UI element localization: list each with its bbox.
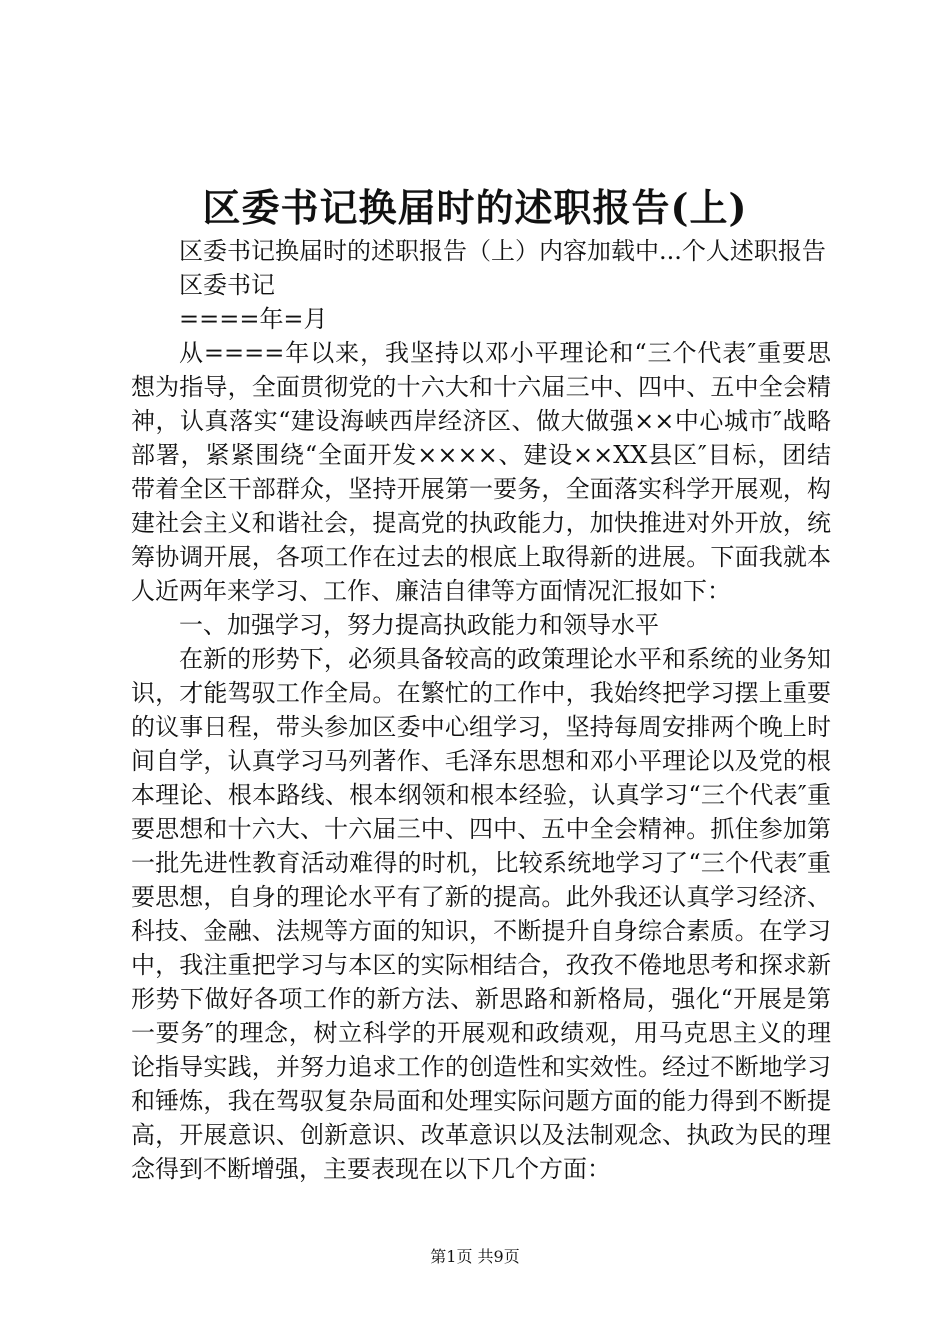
- document-title: 区委书记换届时的述职报告(上): [202, 185, 748, 230]
- intro-paragraph: 区委书记换届时的述职报告（上）内容加载中...个人述职报告: [179, 237, 826, 265]
- author-line: 区委书记: [179, 271, 275, 299]
- page-number: 第1页 共9页: [430, 1247, 520, 1266]
- document-body: [131, 234, 831, 1186]
- section-heading: 一、加强学习，努力提高执政能力和领导水平: [179, 611, 659, 639]
- body-paragraph: 从====年以来，我坚持以邓小平理论和“三个代表″重要思想为指导，全面贯彻党的十六大和十六届三中、四中、五中全会精神，认真落实“建设海峡西岸经济区、做大做强××中心城市″战略部署，紧紧围绕“全面开发××××、建设××XX县区″目标，团结带着全区干部群众，坚持开展第一要务，全面落实科学开展观，构建社会主义和谐社会，提高党的执政能力，加快推进对外开放，统筹协调开展，各项工作在过去的根底上取得新的进展。下面我就本人近两年来学习、工作、廉洁自律等方面情况汇报如下：: [131, 339, 831, 605]
- body-paragraph: 在新的形势下，必须具备较高的政策理论水平和系统的业务知识，才能驾驭工作全局。在繁忙的工作中，我始终把学习摆上重要的议事日程，带头参加区委中心组学习，坚持每周安排两个晚上时间自学，认真学习马列著作、毛泽东思想和邓小平理论以及党的根本理论、根本路线、根本纲领和根本经验，认真学习“三个代表″重要思想和十六大、十六届三中、四中、五中全会精神。抓住参加第一批先进性教育活动难得的时机，比较系统地学习了“三个代表″重要思想，自身的理论水平有了新的提高。此外我还认真学习经济、科技、金融、法规等方面的知识，不断提升自身综合素质。在学习中，我注重把学习与本区的实际相结合，孜孜不倦地思考和探求新形势下做好各项工作的新方法、新思路和新格局，强化“开展是第一要务″的理念，树立科学的开展观和政绩观，用马克思主义的理论指导实践，并努力追求工作的创造性和实效性。经过不断地学习和锤炼，我在驾驭复杂局面和处理实际问题方面的能力得到不断提高，开展意识、创新意识、改革意识以及法制观念、执政为民的理念得到不断增强，主要表现在以下几个方面：: [131, 645, 831, 1183]
- date-line: ====年=月: [179, 305, 328, 333]
